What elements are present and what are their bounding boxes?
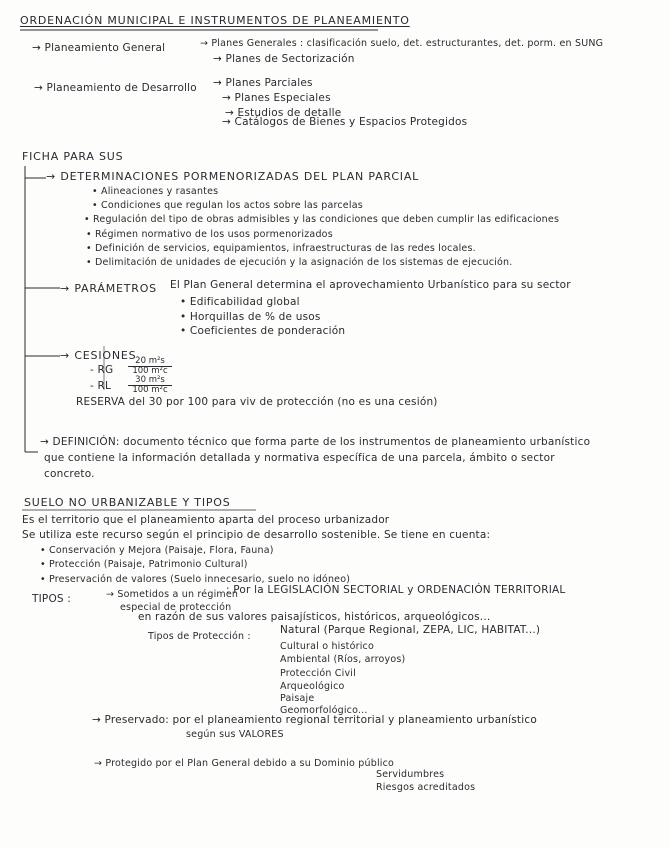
snu-line-2: Se utiliza este recurso según el principio de desarrollo sostenible. Se tiene en cuenta:	[22, 529, 491, 541]
tipo-sometidos-1: → Sometidos a un régimen	[106, 589, 239, 600]
protegido-servidumbres: Servidumbres	[376, 769, 445, 780]
ficha-title: FICHA PARA SUS	[22, 150, 124, 163]
snu-line-1: Es el territorio que el planeamiento aparta del proceso urbanizador	[22, 514, 390, 526]
planes-sectorizacion-item: → Planes de Sectorización	[213, 53, 355, 65]
planes-parciales-item: → Planes Parciales	[213, 77, 313, 89]
proteccion-civil: Protección Civil	[280, 668, 356, 679]
det-item-3: • Regulación del tipo de obras admisibles y las condiciones que deben cumplir las edificaciones	[84, 214, 560, 225]
determinaciones-heading: → DETERMINACIONES PORMENORIZADAS DEL PLAN PARCIAL	[46, 170, 420, 183]
proteccion-geomorfologico: Geomorfológico...	[280, 705, 368, 716]
rl-label: - RL	[90, 380, 112, 392]
parametros-desc: El Plan General determina el aprovechamiento Urbanístico para su sector	[170, 279, 571, 291]
rg-numerator: 20 m²s	[128, 357, 172, 367]
rl-ratio	[128, 376, 172, 395]
planeamiento-general-label: → Planeamiento General	[32, 42, 166, 54]
rl-denominator: 100 m²c	[132, 385, 168, 395]
rg-label: - RG	[90, 364, 114, 376]
protegido-riesgos: Riesgos acreditados	[376, 782, 476, 793]
tipo-sometidos-razon: en razón de sus valores paisajísticos, históricos, arqueológicos...	[138, 611, 491, 623]
cesiones-heading: → CESIONES	[60, 349, 137, 362]
definicion-line-2: que contiene la información detallada y normativa específica de una parcela, ámbito o sector	[44, 452, 555, 464]
snu-bullet-3: • Preservación de valores (Suelo innecesario, suelo no idóneo)	[40, 574, 351, 585]
tipo-sometidos-2: especial de protección	[120, 602, 232, 613]
proteccion-arqueologico: Arqueológico	[280, 681, 345, 692]
protegido-line-1: → Protegido por el Plan General debido a su Dominio público	[94, 758, 395, 769]
det-item-1: • Alineaciones y rasantes	[92, 186, 219, 197]
definicion-line-3: concreto.	[44, 468, 95, 480]
proteccion-natural: Natural (Parque Regional, ZEPA, LIC, HABITAT...)	[280, 624, 541, 636]
planes-especiales-item: → Planes Especiales	[222, 92, 331, 104]
param-item-1: • Edificabilidad global	[180, 296, 300, 308]
rg-denominator: 100 m²c	[132, 366, 168, 376]
proteccion-paisaje: Paisaje	[280, 693, 315, 704]
parametros-heading: → PARÁMETROS	[60, 282, 157, 295]
proteccion-cultural: Cultural o histórico	[280, 641, 374, 652]
planes-generales-item: → Planes Generales : clasificación suelo, det. estructurantes, det. porm. en SUNG	[200, 38, 604, 49]
det-item-6: • Delimitación de unidades de ejecución y la asignación de los sistemas de ejecución.	[86, 257, 513, 268]
page-title: ORDENACIÓN MUNICIPAL E INSTRUMENTOS DE PLANEAMIENTO	[20, 14, 410, 27]
det-item-5: • Definición de servicios, equipamientos, infraestructuras de las redes locales.	[86, 243, 476, 254]
tipo-sometidos-legislacion: : Por la LEGISLACIÓN SECTORIAL y ORDENACIÓN TERRITORIAL	[226, 584, 566, 596]
tipos-label: TIPOS :	[32, 593, 72, 605]
definicion-line-1: → DEFINICIÓN: documento técnico que forma parte de los instrumentos de planeamiento urbanístico	[40, 436, 591, 448]
catalogos-item: → Catálogos de Bienes y Espacios Protegidos	[222, 116, 468, 128]
rg-ratio	[128, 357, 172, 376]
preservado-line-2: según sus VALORES	[186, 729, 284, 740]
planeamiento-desarrollo-label: → Planeamiento de Desarrollo	[34, 82, 197, 94]
estudios-detalle-item: → Estudios de detalle	[225, 107, 342, 119]
proteccion-ambiental: Ambiental (Ríos, arroyos)	[280, 654, 406, 665]
snu-bullet-2: • Protección (Paisaje, Patrimonio Cultural)	[40, 559, 248, 570]
preservado-line-1: → Preservado: por el planeamiento regional territorial y planeamiento urbanístico	[92, 714, 537, 726]
tipos-proteccion-label: Tipos de Protección :	[148, 631, 251, 642]
snu-title: SUELO NO URBANIZABLE Y TIPOS	[24, 496, 231, 509]
rl-numerator: 30 m²s	[128, 376, 172, 386]
det-item-4: • Régimen normativo de los usos pormenorizados	[86, 229, 333, 240]
reserva-note: RESERVA del 30 por 100 para viv de protección (no es una cesión)	[76, 396, 438, 408]
param-item-3: • Coeficientes de ponderación	[180, 325, 346, 337]
param-item-2: • Horquillas de % de usos	[180, 311, 321, 323]
snu-bullet-1: • Conservación y Mejora (Paisaje, Flora, Fauna)	[40, 545, 274, 556]
det-item-2: • Condiciones que regulan los actos sobre las parcelas	[92, 200, 363, 211]
